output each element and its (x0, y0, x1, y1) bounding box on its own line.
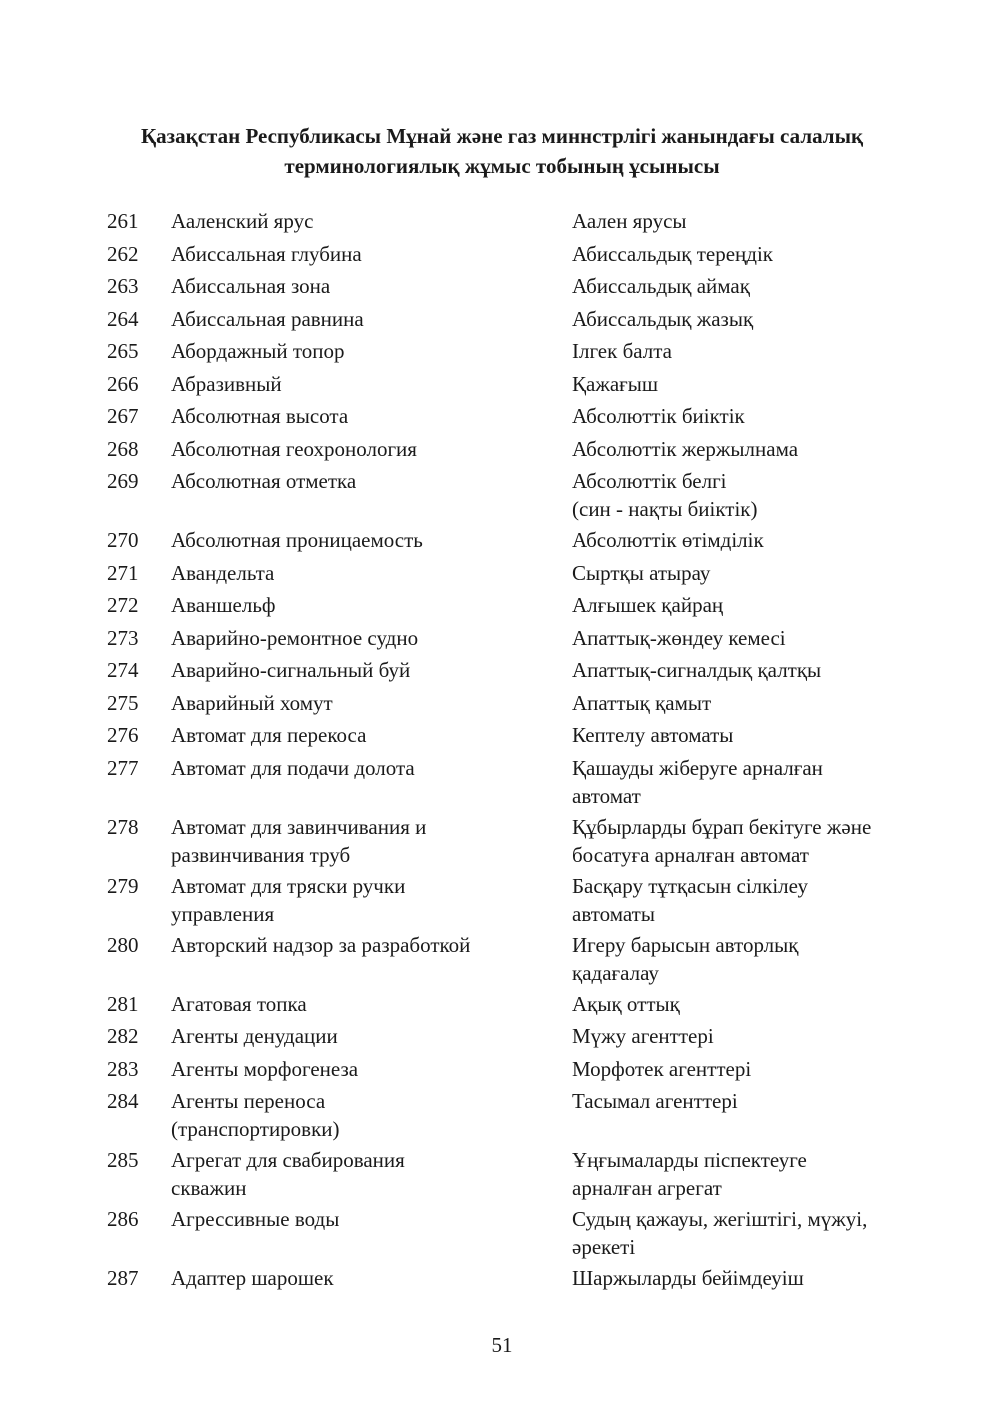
kazakh-term (572, 624, 972, 652)
term-number: 267 (107, 404, 139, 428)
russian-term-line: Абсолютная высота (171, 404, 349, 428)
term-number: 282 (107, 1024, 139, 1048)
kazakh-term-line: әрекеті (572, 1235, 636, 1259)
term-number: 274 (107, 658, 139, 682)
kazakh-term (572, 240, 972, 268)
term-number: 279 (107, 873, 139, 898)
kazakh-term-line: Аален ярусы (572, 209, 687, 233)
kazakh-term-line: Ілгек балта (572, 339, 673, 363)
russian-term-line: Аварийный хомут (171, 690, 333, 715)
russian-term-line: Ааленский ярус (171, 209, 314, 233)
kazakh-term (572, 754, 972, 810)
russian-term-line: Абсолютная проницаемость (171, 528, 423, 552)
russian-term (171, 240, 551, 268)
kazakh-term-line: Апаттық қамыт (572, 690, 712, 715)
russian-term-line: (транспортировки) (171, 1117, 340, 1141)
kazakh-term (572, 272, 972, 300)
russian-term (171, 591, 551, 619)
russian-term (171, 467, 551, 495)
term-number: 278 (107, 814, 139, 839)
russian-term-line: Агатовая топка (171, 991, 307, 1016)
term-number: 264 (107, 306, 139, 331)
russian-term (171, 1055, 551, 1083)
kazakh-term-line: Апаттық-жөндеу кемесі (572, 625, 786, 650)
russian-term-line: Абсолютная геохронология (171, 436, 417, 461)
russian-term (171, 402, 551, 430)
kazakh-term-line: Құбырларды бұрап бекітуге және (572, 814, 872, 839)
russian-term (171, 435, 551, 463)
kazakh-term (572, 872, 972, 928)
kazakh-term (572, 337, 972, 365)
document-title (60, 121, 944, 181)
kazakh-term (572, 990, 972, 1018)
term-number: 273 (107, 625, 139, 650)
russian-term (171, 990, 551, 1018)
term-number: 271 (107, 560, 139, 585)
russian-term (171, 813, 551, 869)
russian-term-line: Авторский надзор за разработкой (171, 932, 471, 957)
russian-term-line: Абиссальная равнина (171, 306, 364, 331)
kazakh-term (572, 559, 972, 587)
term-number: 284 (107, 1089, 139, 1113)
kazakh-term-line: Абсолюттік белгі (572, 469, 727, 493)
russian-term-line: Автомат для перекоса (171, 723, 367, 747)
kazakh-term (572, 1146, 972, 1202)
russian-term (171, 872, 551, 928)
kazakh-term-line: Ұңғымаларды піспектеуге (572, 1148, 807, 1172)
kazakh-term-line: қадағалау (572, 960, 659, 985)
title-line-2: терминологиялық жұмыс тобының ұсынысы (284, 154, 720, 178)
russian-term-line: Абиссальная глубина (171, 241, 362, 266)
russian-term (171, 370, 551, 398)
kazakh-term (572, 656, 972, 684)
kazakh-term-line: Абсолюттік жержылнама (572, 436, 799, 461)
kazakh-term-line: Абсолюттік биіктік (572, 404, 745, 428)
kazakh-term-line: босатуға арналған автомат (572, 842, 809, 867)
russian-term-line: Агенты переноса (171, 1089, 326, 1113)
page-number: 51 (491, 1333, 513, 1357)
term-number: 272 (107, 593, 139, 617)
kazakh-term-line: арналған агрегат (572, 1176, 722, 1200)
russian-term (171, 931, 551, 959)
kazakh-term-line: Абиссальдық аймақ (572, 274, 750, 298)
russian-term-line: Абсолютная отметка (171, 469, 357, 493)
term-number: 276 (107, 723, 139, 747)
russian-term-line: Аварийно-сигнальный буй (171, 658, 411, 682)
kazakh-term (572, 689, 972, 717)
kazakh-term (572, 1264, 972, 1292)
kazakh-term-line: Абиссальдық тереңдік (572, 241, 774, 266)
term-number: 270 (107, 528, 139, 552)
term-number: 266 (107, 371, 139, 396)
russian-term-line: Абиссальная зона (171, 274, 331, 298)
kazakh-term-line: автомат (572, 783, 641, 808)
kazakh-term-line: Игеру барысын авторлық (572, 932, 799, 957)
russian-term-line: Автомат для подачи долота (171, 755, 415, 780)
russian-term (171, 656, 551, 684)
kazakh-term (572, 1205, 972, 1261)
russian-term-line: Аварийно-ремонтное судно (171, 625, 419, 650)
term-number: 277 (107, 755, 139, 780)
kazakh-term (572, 435, 972, 463)
term-number: 285 (107, 1148, 139, 1172)
kazakh-term (572, 1087, 972, 1115)
kazakh-term-line: Мүжу агенттері (572, 1024, 714, 1048)
kazakh-term (572, 526, 972, 554)
russian-term (171, 624, 551, 652)
kazakh-term (572, 721, 972, 749)
russian-term-line: скважин (171, 1176, 247, 1200)
kazakh-term-line: Алғышек қайраң (572, 593, 724, 617)
term-number: 261 (107, 209, 139, 233)
russian-term (171, 1087, 551, 1143)
term-number: 269 (107, 469, 139, 493)
term-number: 281 (107, 991, 139, 1016)
kazakh-term-line: Абсолюттік өтімділік (572, 528, 764, 552)
kazakh-term (572, 591, 972, 619)
term-number: 268 (107, 436, 139, 461)
russian-term-line: управления (171, 901, 275, 926)
kazakh-term-line: Қажағыш (572, 371, 659, 396)
kazakh-term (572, 467, 972, 523)
russian-term-line: Автомат для тряски ручки (171, 873, 406, 898)
russian-term-line: Абразивный (171, 371, 282, 396)
kazakh-term-line: Басқару тұтқасын сілкілеу (572, 873, 808, 898)
term-number: 287 (107, 1266, 139, 1290)
russian-term-line: Абордажный топор (171, 339, 345, 363)
kazakh-term-line: Тасымал агенттері (572, 1089, 738, 1113)
russian-term (171, 272, 551, 300)
term-number: 280 (107, 932, 139, 957)
russian-term (171, 754, 551, 782)
term-number: 262 (107, 241, 139, 266)
kazakh-term (572, 207, 972, 235)
russian-term-line: Адаптер шарошек (171, 1266, 334, 1290)
russian-term-line: Агенты морфогенеза (171, 1056, 359, 1081)
kazakh-term-line: Абиссальдық жазық (572, 306, 754, 331)
kazakh-term-line: Сыртқы атырау (572, 560, 711, 585)
kazakh-term (572, 931, 972, 987)
term-number: 265 (107, 339, 139, 363)
kazakh-term (572, 370, 972, 398)
kazakh-term-line: (син - нақты биіктік) (572, 497, 758, 521)
kazakh-term (572, 1055, 972, 1083)
title-line-1: Қазақстан Республикасы Мұнай және газ миннстрлігі жанындағы салалық (140, 124, 864, 148)
russian-term (171, 305, 551, 333)
russian-term (171, 526, 551, 554)
kazakh-term-line: Ақық оттық (572, 991, 680, 1016)
russian-term-line: Авандельта (171, 560, 275, 585)
russian-term-line: Агенты денудации (171, 1024, 338, 1048)
russian-term-line: Агрегат для свабирования (171, 1148, 405, 1172)
russian-term (171, 1205, 551, 1233)
kazakh-term-line: Кептелу автоматы (572, 723, 734, 747)
russian-term (171, 1022, 551, 1050)
russian-term (171, 1264, 551, 1292)
kazakh-term-line: автоматы (572, 901, 655, 926)
russian-term-line: Аваншельф (171, 593, 276, 617)
russian-term (171, 689, 551, 717)
russian-term-line: Агрессивные воды (171, 1207, 340, 1231)
russian-term (171, 1146, 551, 1202)
kazakh-term-line: Апаттық-сигналдық қалтқы (572, 658, 822, 682)
kazakh-term-line: Морфотек агенттері (572, 1056, 752, 1081)
kazakh-term-line: Шаржыларды бейімдеуіш (572, 1266, 804, 1290)
russian-term (171, 721, 551, 749)
kazakh-term (572, 813, 972, 869)
term-number: 283 (107, 1056, 139, 1081)
kazakh-term (572, 305, 972, 333)
kazakh-term (572, 402, 972, 430)
russian-term (171, 559, 551, 587)
term-number: 263 (107, 274, 139, 298)
term-number: 286 (107, 1207, 139, 1231)
kazakh-term-line: Судың қажауы, жегіштігі, мүжуі, (572, 1207, 868, 1231)
kazakh-term (572, 1022, 972, 1050)
kazakh-term-line: Қашауды жіберуге арналған (572, 755, 823, 780)
russian-term (171, 337, 551, 365)
russian-term-line: Автомат для завинчивания и (171, 814, 427, 839)
term-number: 275 (107, 690, 139, 715)
russian-term (171, 207, 551, 235)
russian-term-line: развинчивания труб (171, 842, 351, 867)
